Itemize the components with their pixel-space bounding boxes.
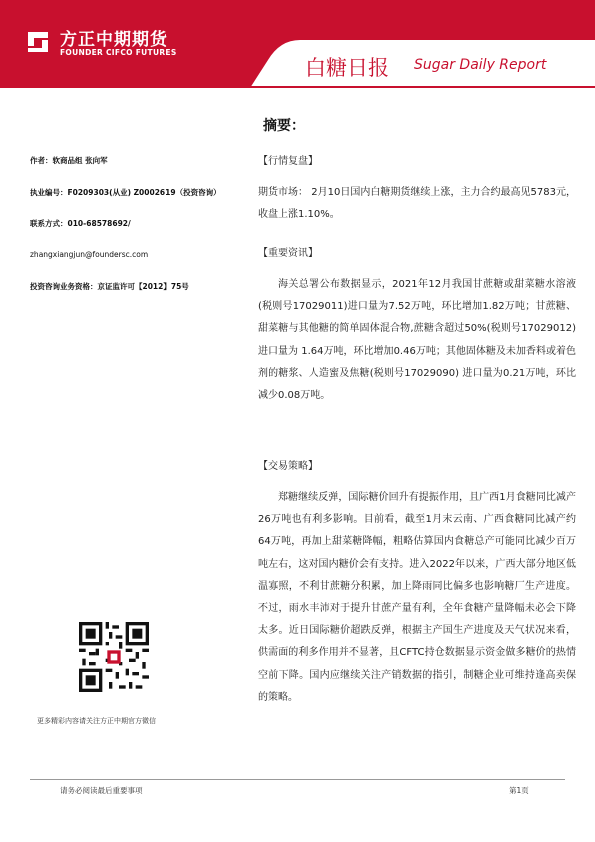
report-title-en: Sugar Daily Report [414,57,547,73]
report-title-cn: 白糖日报 [305,56,389,80]
section-body-market-review: 期货市场： 2月10日国内白糖期货继续上涨，主力合约最高见5783元，收盘上涨1.10%。 [258,187,576,221]
section-body-trading-strategy: 郑糖继续反弹，国际糖价回升有提振作用，且广西1月食糖同比减产26万吨也有利多影响。目前看，截至1月末云南、广西食糖同比减产约64万吨，再加上甜菜糖降幅，粗略估算国内食糖总产可能同比减少百万吨左右，这对国内糖价会有支持。进入2022年以来，广西大部分地区低温寡照，不利甘蔗糖分积累，加上降雨同比偏多也影响糖厂生产进度。不过，雨水丰沛对于提升甘蔗产量有利，全年食糖产量降幅未必会下降太多。近日国际糖价超跌反弹，根据主产国生产进度及天气状况来看，供需面的利多作用并不显著，且CFTC持仓数据显示资金做多糖价的热情空前下降。国内应继续关注产销数据的指引，制糖企业可维持逢高卖保的策略。 [258,492,576,703]
footer-notice: 请务必阅读最后重要事项 [60,786,143,795]
section-heading-market-review: 【行情复盘】 [258,156,318,167]
company-name-en: FOUNDER CIFCO FUTURES [60,48,177,57]
contact-email[interactable]: zhangxiangjun@foundersc.com [30,250,149,259]
contact-phone: 联系方式：010-68578692/ [30,219,131,228]
page-number: 第1页 [509,786,529,795]
qr-caption: 更多精彩内容请关注方正中期官方微信 [37,717,156,725]
summary-title: 摘要： [263,118,305,134]
company-logo-icon [24,28,52,56]
author-info: 作者：软商品组 张向军 [30,156,108,165]
wechat-qr-code[interactable] [79,622,149,692]
company-name-cn: 方正中期期货 [60,30,168,50]
section-body-key-news: 海关总署公布数据显示，2021年12月我国甘蔗糖或甜菜糖水溶液(税则号17029011)进口量为7.52万吨，环比增加1.82万吨；甘蔗糖、甜菜糖与其他糖的简单固体混合物,蔗糖含超过50%(税则号17029012)进口量为 1.64万吨，环比增加0.46万吨；其他固体糖及未加香料或着色剂的糖浆、人造蜜及焦糖(税则号17029090) 进口量为0.21万吨，环比减少0.08万吨。 [258,279,576,402]
footer-divider [30,779,565,780]
report-header [0,0,595,88]
license-number: 执业编号：F0209303(从业) Z0002619（投资咨询） [30,188,221,197]
qualification-info: 投资咨询业务资格：京证监许可【2012】75号 [30,282,189,291]
section-heading-trading-strategy: 【交易策略】 [258,461,318,472]
section-heading-key-news: 【重要资讯】 [258,248,318,259]
